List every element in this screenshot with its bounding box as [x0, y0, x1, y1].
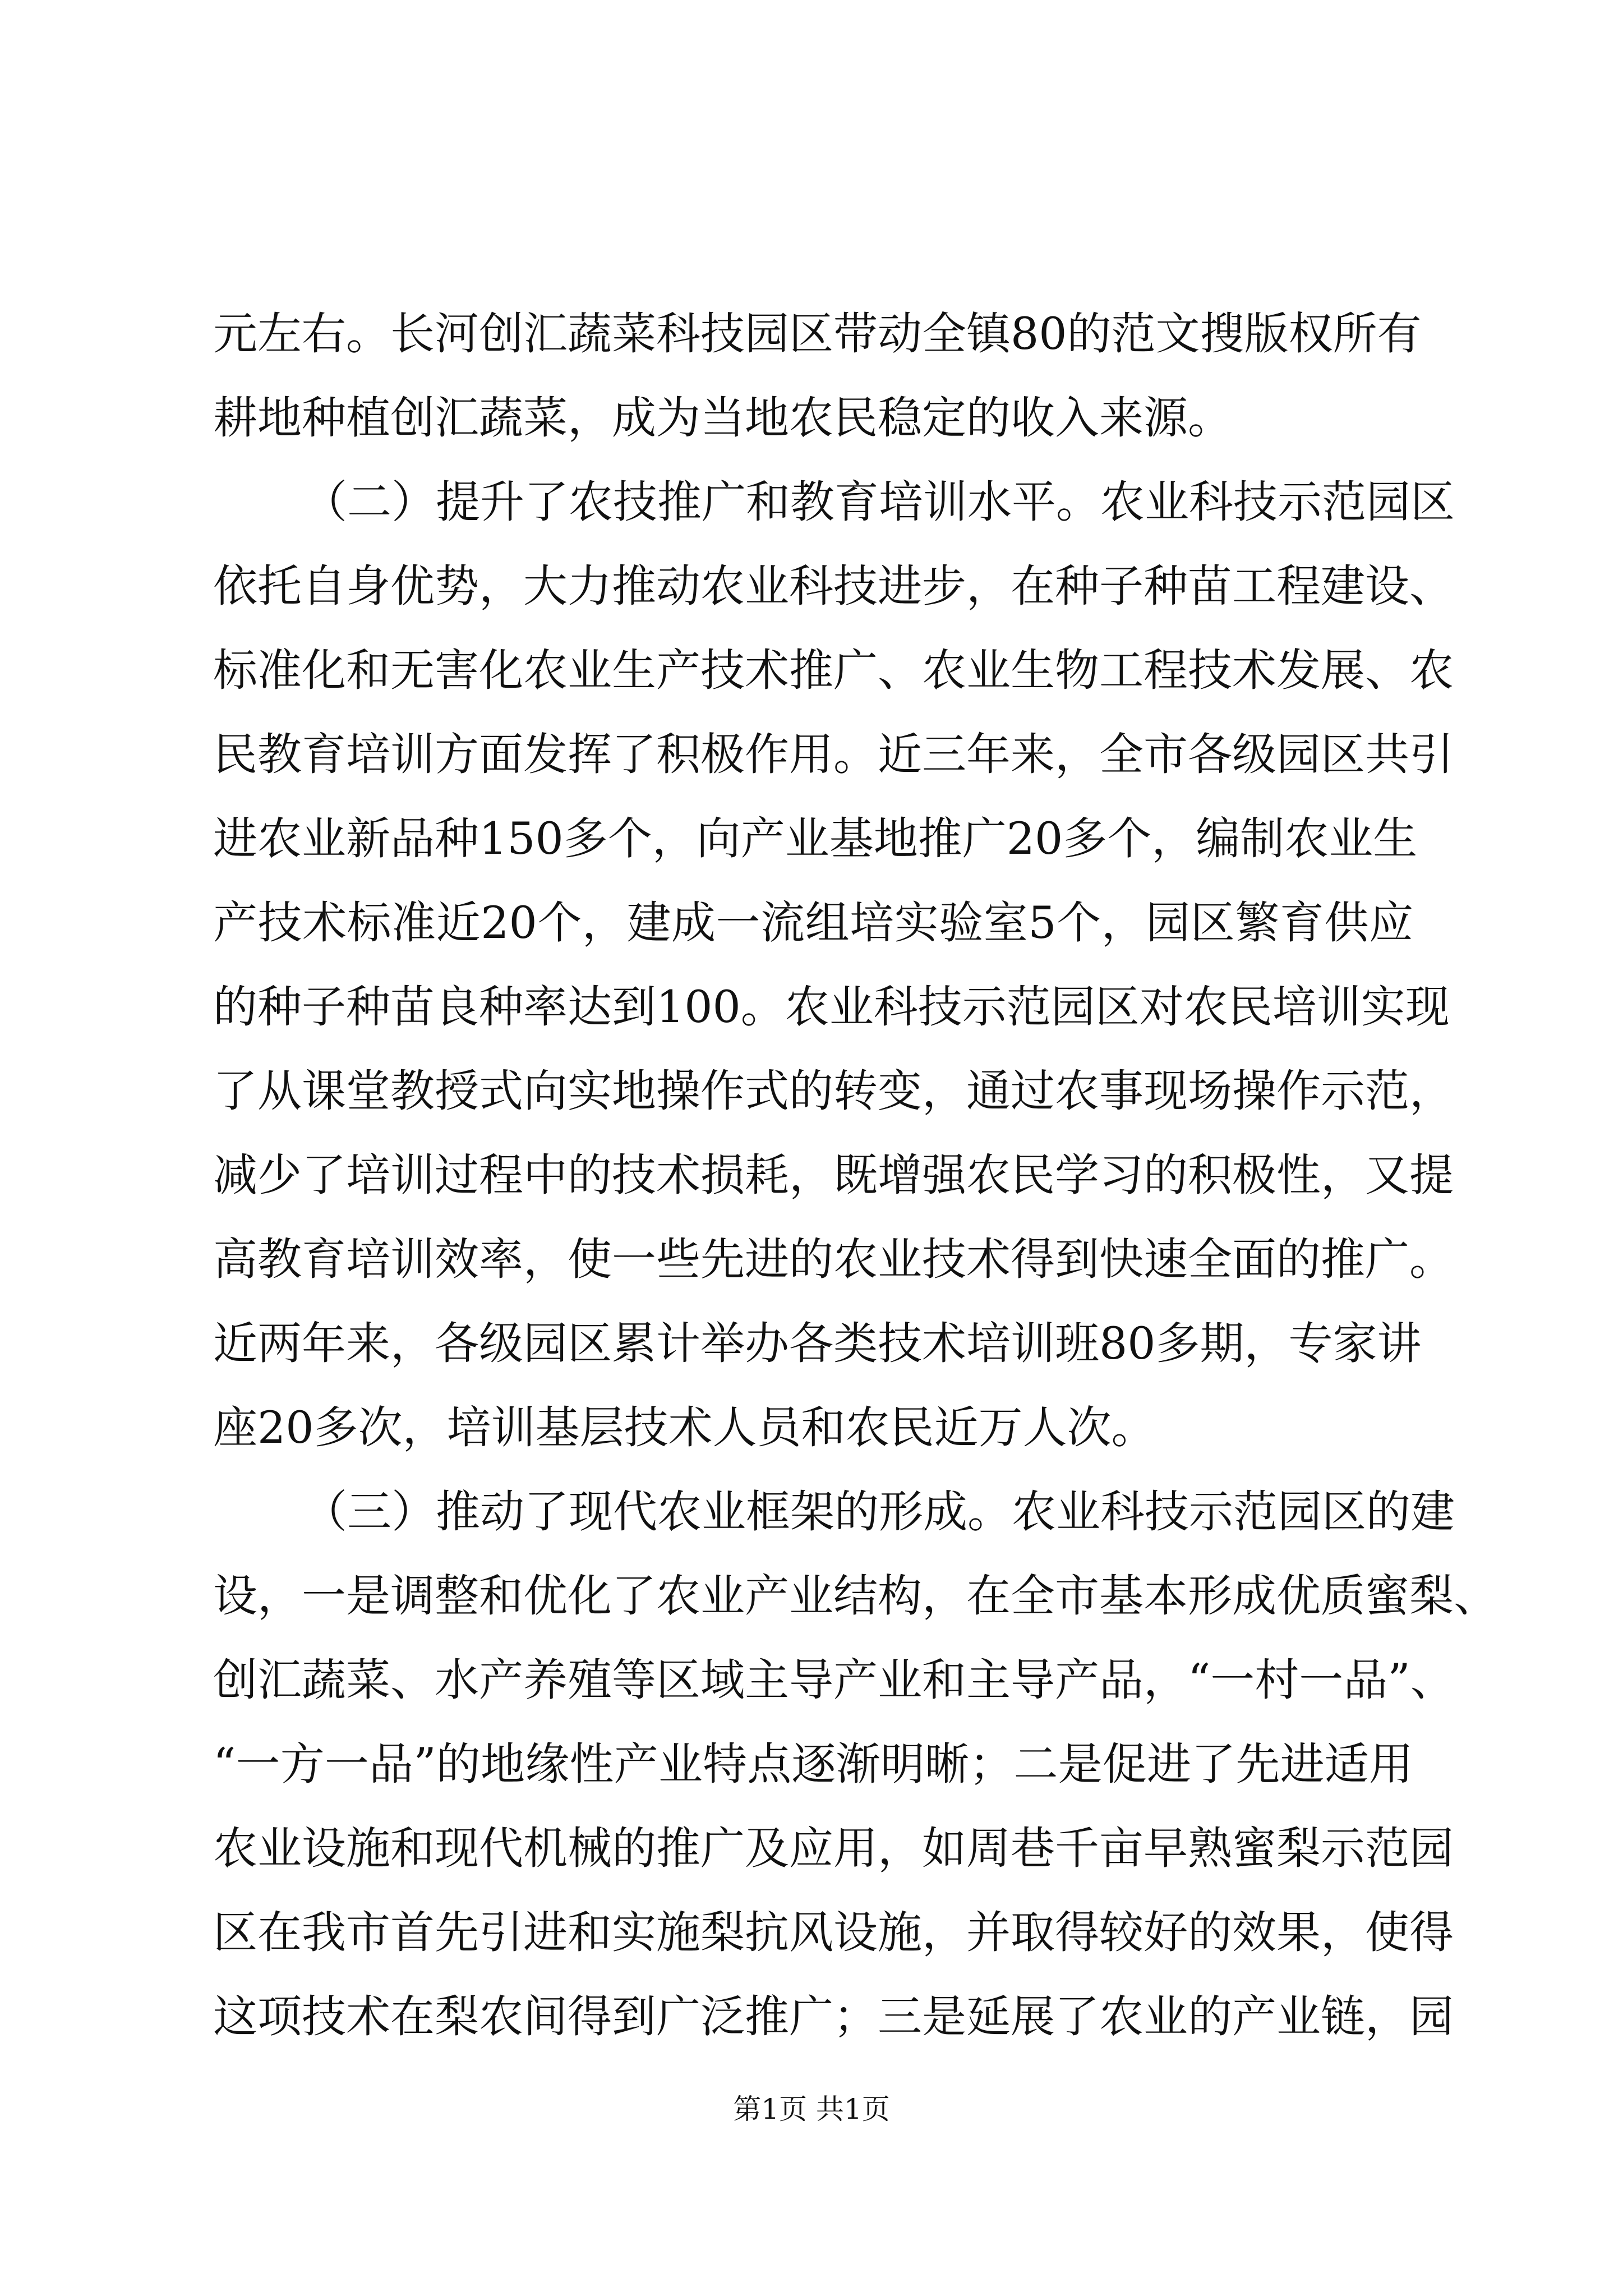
text-line: 的种子种苗良种率达到100。农业科技示范园区对农民培训实现 — [213, 981, 1450, 1033]
text-line: 设，一是调整和优化了农业产业结构，在全市基本形成优质蜜梨、 — [213, 1570, 1498, 1622]
text-line: 依托自身优势，大力推动农业科技进步，在种子种苗工程建设、 — [213, 560, 1454, 612]
text-line: 座20多次，培训基层技术人员和农民近万人次。 — [213, 1402, 1156, 1453]
text-line: 减少了培训过程中的技术损耗，既增强农民学习的积极性，又提 — [213, 1149, 1454, 1201]
text-line: 了从课堂教授式向实地操作式的转变，通过农事现场操作示范， — [213, 1065, 1454, 1117]
text-line: 元左右。长河创汇蔬菜科技园区带动全镇80的范文搜版权所有 — [213, 308, 1422, 360]
paragraph-heading-line: （三）推动了现代农业框架的形成。农业科技示范园区的建 — [303, 1486, 1455, 1538]
body-text — [213, 292, 1498, 2059]
text-line: 农业设施和现代机械的推广及应用，如周巷千亩早熟蜜梨示范园 — [213, 1823, 1454, 1874]
text-line: “一方一品”的地缘性产业特点逐渐明晰；二是促进了先进适用 — [213, 1738, 1413, 1790]
text-line: 创汇蔬菜、水产养殖等区域主导产业和主导产品，“一村一品”、 — [213, 1654, 1455, 1706]
page-footer: 第1页 共1页 — [733, 2093, 890, 2125]
paragraph-heading-line: （二）提升了农技推广和教育培训水平。农业科技示范园区 — [303, 476, 1455, 528]
text-line: 耕地种植创汇蔬菜，成为当地农民稳定的收入来源。 — [213, 392, 1232, 444]
text-line: 近两年来，各级园区累计举办各类技术培训班80多期，专家讲 — [213, 1318, 1422, 1369]
text-line: 进农业新品种150多个，向产业基地推广20多个，编制农业生 — [213, 813, 1418, 864]
text-line: 高教育培训效率，使一些先进的农业技术得到快速全面的推广。 — [213, 1234, 1454, 1285]
text-line: 标准化和无害化农业生产技术推广、农业生物工程技术发展、农 — [213, 645, 1454, 696]
text-line: 这项技术在梨农间得到广泛推广；三是延展了农业的产业链，园 — [213, 1991, 1454, 2042]
text-line: 产技术标准近20个，建成一流组培实验室5个，园区繁育供应 — [213, 897, 1413, 949]
text-line: 民教育培训方面发挥了积极作用。近三年来，全市各级园区共引 — [213, 729, 1454, 780]
text-line: 区在我市首先引进和实施梨抗风设施，并取得较好的效果，使得 — [213, 1907, 1454, 1958]
